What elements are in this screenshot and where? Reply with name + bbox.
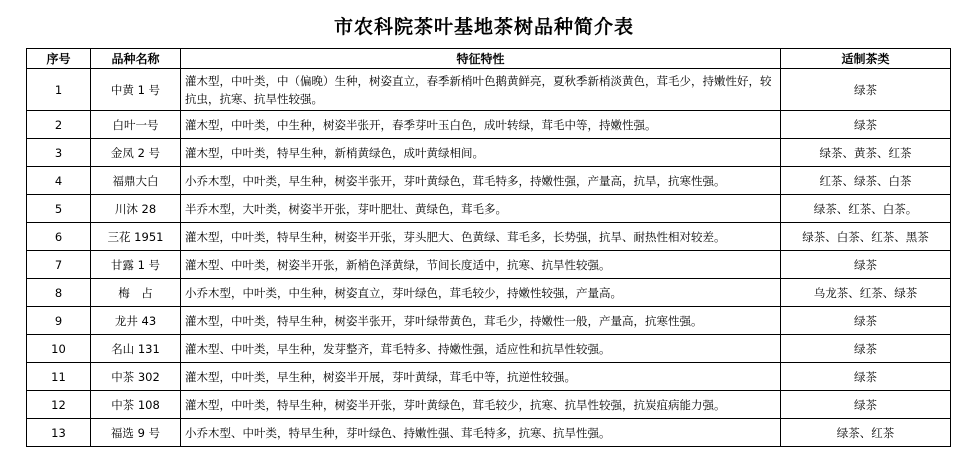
variety-name: 白叶一号	[91, 111, 181, 139]
header-features: 特征特性	[181, 49, 781, 69]
suitable-tea-type: 绿茶、白茶、红茶、黑茶	[781, 223, 951, 251]
variety-name: 福鼎大白	[91, 167, 181, 195]
row-number: 9	[27, 307, 91, 335]
variety-features: 灌木型，中叶类，中生种，树姿半张开，春季芽叶玉白色，成叶转绿，茸毛中等，持嫩性强。	[181, 111, 781, 139]
table-row	[27, 251, 951, 279]
variety-name: 中黄 1 号	[91, 69, 181, 111]
page-title: 市农科院茶叶基地茶树品种简介表	[333, 16, 634, 38]
variety-features: 灌木型、中叶类，树姿半开张，新梢色泽黄绿，节间长度适中，抗寒、抗旱性较强。	[181, 251, 781, 279]
table-row	[27, 307, 951, 335]
variety-features: 灌木型，中叶类，特早生种，树姿半开张，芽叶黄绿色，茸毛较少，抗寒、抗旱性较强，抗炭疽病能力强。	[181, 391, 781, 419]
suitable-tea-type: 绿茶、红茶	[781, 419, 951, 447]
suitable-tea-type: 绿茶	[781, 69, 951, 111]
suitable-tea-type: 乌龙茶、红茶、绿茶	[781, 279, 951, 307]
row-number: 11	[27, 363, 91, 391]
row-number: 5	[27, 195, 91, 223]
variety-features: 灌木型，中叶类，中（偏晚）生种，树姿直立，春季新梢叶色鹅黄鲜亮，夏秋季新梢淡黄色，茸毛少，持嫩性好，较抗虫，抗寒、抗旱性较强。	[181, 69, 781, 111]
suitable-tea-type: 绿茶	[781, 251, 951, 279]
variety-name: 梅 占	[91, 279, 181, 307]
row-number: 12	[27, 391, 91, 419]
row-number: 10	[27, 335, 91, 363]
table-row	[27, 335, 951, 363]
suitable-tea-type: 绿茶	[781, 363, 951, 391]
variety-features: 灌木型，中叶类，特早生种，树姿半开张，芽头肥大、色黄绿、茸毛多，长势强，抗旱、耐热性相对较差。	[181, 223, 781, 251]
table-row	[27, 195, 951, 223]
variety-features: 灌木型，中叶类，早生种，树姿半开展，芽叶黄绿，茸毛中等，抗逆性较强。	[181, 363, 781, 391]
variety-name: 甘露 1 号	[91, 251, 181, 279]
row-number: 7	[27, 251, 91, 279]
table-row	[27, 139, 951, 167]
row-number: 2	[27, 111, 91, 139]
suitable-tea-type: 绿茶、黄茶、红茶	[781, 139, 951, 167]
table-row	[27, 279, 951, 307]
table-row	[27, 167, 951, 195]
table-row	[27, 111, 951, 139]
variety-name: 中茶 302	[91, 363, 181, 391]
suitable-tea-type: 绿茶	[781, 391, 951, 419]
suitable-tea-type: 绿茶	[781, 111, 951, 139]
row-number: 8	[27, 279, 91, 307]
variety-name: 川沐 28	[91, 195, 181, 223]
row-number: 13	[27, 419, 91, 447]
suitable-tea-type: 绿茶、红茶、白茶。	[781, 195, 951, 223]
variety-name: 中茶 108	[91, 391, 181, 419]
variety-name: 龙井 43	[91, 307, 181, 335]
tea-variety-table	[26, 48, 951, 447]
table-row	[27, 419, 951, 447]
header-tea-type: 适制茶类	[781, 49, 951, 69]
variety-features: 半乔木型，大叶类，树姿半开张，芽叶肥壮、黄绿色，茸毛多。	[181, 195, 781, 223]
row-number: 4	[27, 167, 91, 195]
header-row	[27, 49, 951, 69]
variety-features: 灌木型，中叶类，特早生种，新梢黄绿色，成叶黄绿相间。	[181, 139, 781, 167]
header-no: 序号	[27, 49, 91, 69]
table-row	[27, 223, 951, 251]
variety-name: 福选 9 号	[91, 419, 181, 447]
variety-features: 灌木型、中叶类，早生种，发芽整齐，茸毛特多、持嫩性强，适应性和抗旱性较强。	[181, 335, 781, 363]
variety-features: 小乔木型，中叶类，早生种，树姿半张开，芽叶黄绿色，茸毛特多，持嫩性强，产量高，抗旱，抗寒性强。	[181, 167, 781, 195]
row-number: 1	[27, 69, 91, 111]
table-row	[27, 69, 951, 111]
variety-features: 小乔木型、中叶类，特早生种，芽叶绿色、持嫩性强、茸毛特多，抗寒、抗旱性强。	[181, 419, 781, 447]
header-name: 品种名称	[91, 49, 181, 69]
table-row	[27, 391, 951, 419]
suitable-tea-type: 绿茶	[781, 335, 951, 363]
variety-name: 名山 131	[91, 335, 181, 363]
suitable-tea-type: 绿茶	[781, 307, 951, 335]
table-row	[27, 363, 951, 391]
variety-features: 灌木型，中叶类，特早生种，树姿半张开，芽叶绿带黄色，茸毛少，持嫩性一般，产量高，抗寒性强。	[181, 307, 781, 335]
row-number: 6	[27, 223, 91, 251]
variety-name: 金凤 2 号	[91, 139, 181, 167]
suitable-tea-type: 红茶、绿茶、白茶	[781, 167, 951, 195]
row-number: 3	[27, 139, 91, 167]
variety-name: 三花 1951	[91, 223, 181, 251]
variety-features: 小乔木型，中叶类，中生种，树姿直立，芽叶绿色，茸毛较少，持嫩性较强，产量高。	[181, 279, 781, 307]
